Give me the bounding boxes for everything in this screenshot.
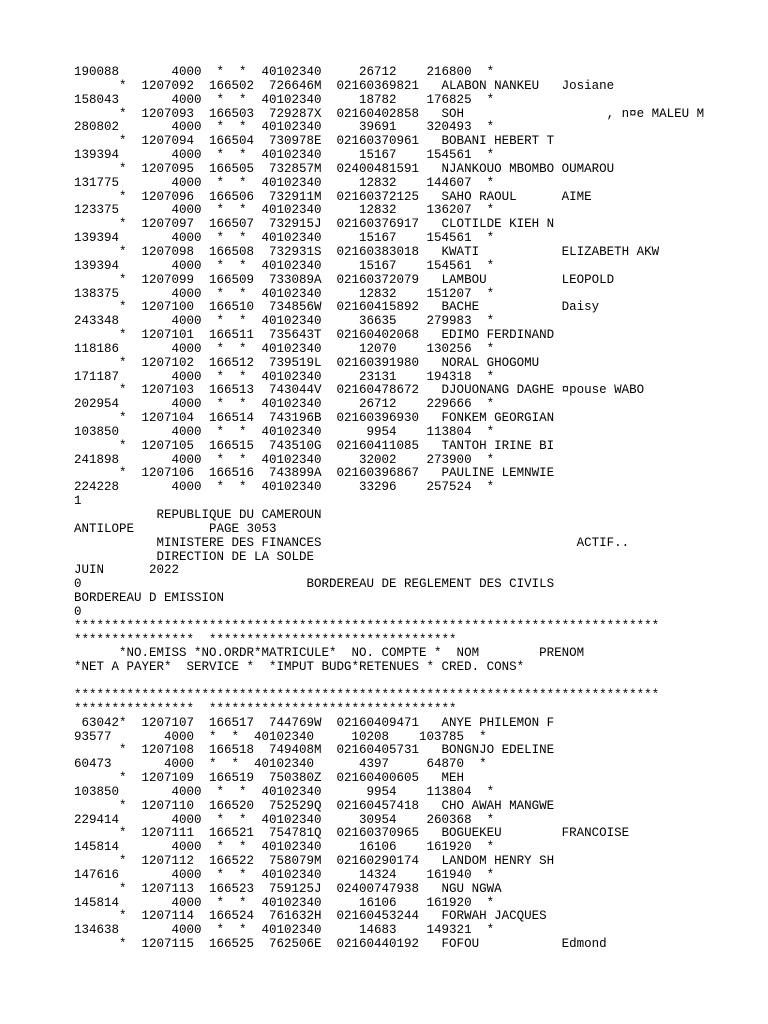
- text-line: 280802 4000 * * 40102340 39691 320493 *: [74, 120, 495, 135]
- text-line: 145814 4000 * * 40102340 16106 161920 *: [74, 840, 495, 855]
- text-line: * 1207105 166515 743510G 02160411085 TANTOH IRINE BI: [74, 438, 555, 453]
- text-line: 60473 4000 * * 40102340 4397 64870 *: [74, 757, 487, 772]
- text-line: * 1207111 166521 754781Q 02160370965 BOGUEKEU FRANCOISE: [74, 826, 630, 841]
- text-line: * 1207104 166514 743196B 02160396930 FONKEM GEORGIAN: [74, 411, 555, 426]
- separator-line: **************** *********************************: [74, 632, 457, 647]
- text-line: * 1207096 166506 732911M 02160372125 SAHO RAOUL AIME: [74, 189, 592, 204]
- text-line: 139394 4000 * * 40102340 15167 154561 *: [74, 148, 495, 163]
- separator-line: ******************************************************************************: [74, 618, 660, 633]
- text-line: 103850 4000 * * 40102340 9954 113804 *: [74, 784, 495, 799]
- text-line: * 1207112 166522 758079M 02160290174 LANDOM HENRY SH: [74, 854, 555, 869]
- text-line: * 1207095 166505 732857M 02400481591 NJANKOUO MBOMBO OUMAROU: [74, 161, 615, 176]
- text-line: 93577 4000 * * 40102340 10208 103785 *: [74, 729, 487, 744]
- text-line: 229414 4000 * * 40102340 30954 260368 *: [74, 812, 495, 827]
- text-line: 138375 4000 * * 40102340 12832 151207 *: [74, 286, 495, 301]
- text-line: * 1207099 166509 733089A 02160372079 LAMBOU LEOPOLD: [74, 272, 615, 287]
- text-line: * 1207093 166503 729287X 02160402858 SOH , n¤e MALEU M: [74, 106, 705, 121]
- text-line: * 1207114 166524 761632H 02160453244 FORWAH JACQUES: [74, 909, 547, 924]
- text-line: 0: [74, 604, 82, 619]
- header-line: 0 BORDEREAU DE REGLEMENT DES CIVILS: [74, 577, 555, 592]
- text-line: * 1207101 166511 735643T 02160402068 EDIMO FERDINAND: [74, 328, 555, 343]
- header-line: BORDEREAU D EMISSION: [74, 591, 225, 606]
- text-line: 158043 4000 * * 40102340 18782 176825 *: [74, 92, 495, 107]
- text-line: * 1207109 166519 750380Z 02160400605 MEH: [74, 771, 465, 786]
- text-line: 103850 4000 * * 40102340 9954 113804 *: [74, 424, 495, 439]
- text-line: 190088 4000 * * 40102340 26712 216800 *: [74, 65, 495, 79]
- text-line: 224228 4000 * * 40102340 33296 257524 *: [74, 480, 495, 495]
- text-line: 139394 4000 * * 40102340 15167 154561 *: [74, 231, 495, 246]
- header-line: DIRECTION DE LA SOLDE: [74, 549, 315, 564]
- text-line: * 1207113 166523 759125J 02400747938 NGU NGWA: [74, 881, 502, 896]
- text-line: 123375 4000 * * 40102340 12832 136207 *: [74, 203, 495, 218]
- text-line: * 1207108 166518 749408M 02160405731 BONGNJO EDELINE: [74, 743, 555, 758]
- blank-line: [74, 675, 754, 689]
- header-line: JUIN 2022: [74, 563, 180, 578]
- text-line: * 1207102 166512 739519L 02160391980 NORAL GHOGOMU: [74, 355, 540, 370]
- text-line: 147616 4000 * * 40102340 14324 161940 *: [74, 867, 495, 882]
- text-line: 63042* 1207107 166517 744769W 02160409471 ANYE PHILEMON F: [74, 715, 555, 730]
- text-line: 243348 4000 * * 40102340 36635 279983 *: [74, 314, 495, 329]
- document-page: [74, 66, 754, 966]
- text-line: 131775 4000 * * 40102340 12832 144607 *: [74, 175, 495, 190]
- text-line: 241898 4000 * * 40102340 32002 273900 *: [74, 452, 495, 467]
- text-line: 134638 4000 * * 40102340 14683 149321 *: [74, 923, 495, 938]
- text-line: * 1207097 166507 732915J 02160376917 CLOTILDE KIEH N: [74, 217, 555, 232]
- text-line: [74, 952, 754, 966]
- text-line: * 1207110 166520 752529Q 02160457418 CHO AWAH MANGWE: [74, 798, 555, 813]
- text-line: 202954 4000 * * 40102340 26712 229666 *: [74, 397, 495, 412]
- header-line: REPUBLIQUE DU CAMEROUN: [74, 508, 322, 522]
- text-line: * 1207094 166504 730978E 02160370961 BOBANI HEBERT T: [74, 134, 555, 149]
- text-line: 145814 4000 * * 40102340 16106 161920 *: [74, 895, 495, 910]
- column-header-line: *NO.EMISS *NO.ORDR*MATRICULE* NO. COMPTE * NOM PRENOM: [74, 646, 585, 661]
- column-header-line: *NET A PAYER* SERVICE * *IMPUT BUDG*RETENUES * CRED. CONS*: [74, 660, 525, 675]
- text-line: 1: [74, 494, 82, 509]
- text-line: * 1207098 166508 732931S 02160383018 KWATI ELIZABETH AKW: [74, 244, 660, 259]
- text-line: * 1207115 166525 762506E 02160440192 FOFOU Edmond: [74, 937, 607, 952]
- text-line: 139394 4000 * * 40102340 15167 154561 *: [74, 258, 495, 273]
- header-line: MINISTERE DES FINANCES ACTIF..: [74, 535, 630, 550]
- header-line: ANTILOPE PAGE 3053: [74, 521, 277, 536]
- text-line: 118186 4000 * * 40102340 12070 130256 *: [74, 341, 495, 356]
- text-line: * 1207100 166510 734856W 02160415892 BACHE Daisy: [74, 300, 600, 315]
- text-line: * 1207103 166513 743044V 02160478672 DJOUONANG DAGHE ¤pouse WABO: [74, 383, 645, 398]
- separator-line: **************** *********************************: [74, 701, 457, 716]
- text-line: * 1207092 166502 726646M 02160369821 ALABON NANKEU Josiane: [74, 78, 615, 93]
- separator-line: ******************************************************************************: [74, 687, 660, 702]
- text-line: 171187 4000 * * 40102340 23131 194318 *: [74, 369, 495, 384]
- text-line: * 1207106 166516 743899A 02160396867 PAULINE LEMNWIE: [74, 466, 555, 481]
